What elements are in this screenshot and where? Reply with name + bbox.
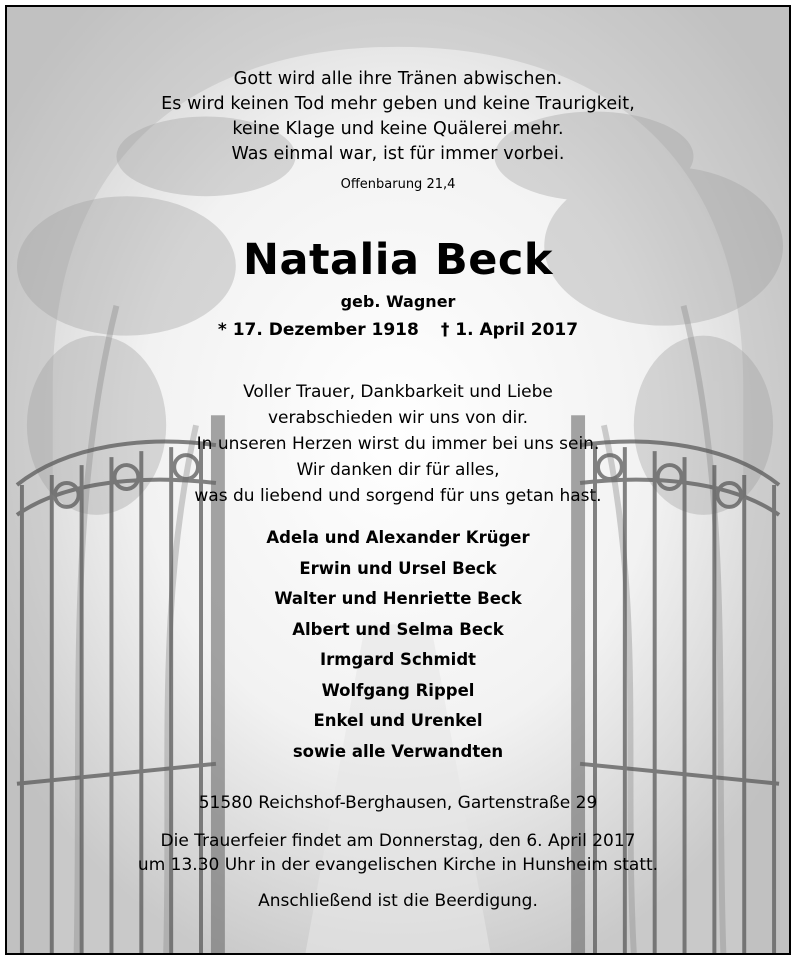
mourner-entry: Adela und Alexander Krüger xyxy=(266,528,530,547)
mourner-entry: Walter und Henriette Beck xyxy=(274,589,522,608)
poem-line: Wir danken dir für alles, xyxy=(296,460,500,480)
life-dates xyxy=(7,320,789,340)
birth-date: * 17. Dezember 1918 xyxy=(217,320,419,340)
poem-line: verabschieden wir uns von dir. xyxy=(267,408,529,428)
verse-line: Was einmal war, ist für immer vorbei. xyxy=(231,144,565,164)
ceremony-line: Die Trauerfeier findet am Donnerstag, den 6. April 2017 xyxy=(160,831,636,851)
mourner-entry: Enkel und Urenkel xyxy=(313,711,483,730)
bible-verse xyxy=(7,67,789,167)
poem-line: Voller Trauer, Dankbarkeit und Liebe xyxy=(243,382,553,402)
mourner-entry: Irmgard Schmidt xyxy=(319,650,477,669)
poem-line: was du liebend und sorgend für uns getan hast. xyxy=(194,486,602,506)
farewell-poem xyxy=(7,379,789,509)
mourner-entry: Albert und Selma Beck xyxy=(292,619,504,639)
verse-reference: Offenbarung 21,4 xyxy=(340,177,456,192)
funeral-service-info xyxy=(7,829,789,877)
verse-line: keine Klage und keine Quälerei mehr. xyxy=(232,119,564,139)
deceased-name: Natalia Beck xyxy=(242,235,554,285)
maiden-name: geb. Wagner xyxy=(340,292,456,311)
mourner-entry: sowie alle Verwandten xyxy=(292,741,504,761)
obituary-notice xyxy=(5,5,791,955)
ceremony-line: um 13.30 Uhr in der evangelischen Kirche in Hunsheim statt. xyxy=(137,855,659,875)
mourners-list xyxy=(7,523,789,767)
burial-info: Anschließend ist die Beerdigung. xyxy=(258,891,538,911)
poem-line: In unseren Herzen wirst du immer bei uns sein. xyxy=(196,434,600,454)
family-address: 51580 Reichshof-Berghausen, Gartenstraße 29 xyxy=(198,793,598,813)
verse-line: Es wird keinen Tod mehr geben und keine Traurigkeit, xyxy=(161,94,635,114)
verse-line: Gott wird alle ihre Tränen abwischen. xyxy=(233,69,563,89)
mourner-entry: Erwin und Ursel Beck xyxy=(299,558,497,578)
mourner-entry: Wolfgang Rippel xyxy=(321,680,475,700)
death-date: † 1. April 2017 xyxy=(440,320,579,340)
